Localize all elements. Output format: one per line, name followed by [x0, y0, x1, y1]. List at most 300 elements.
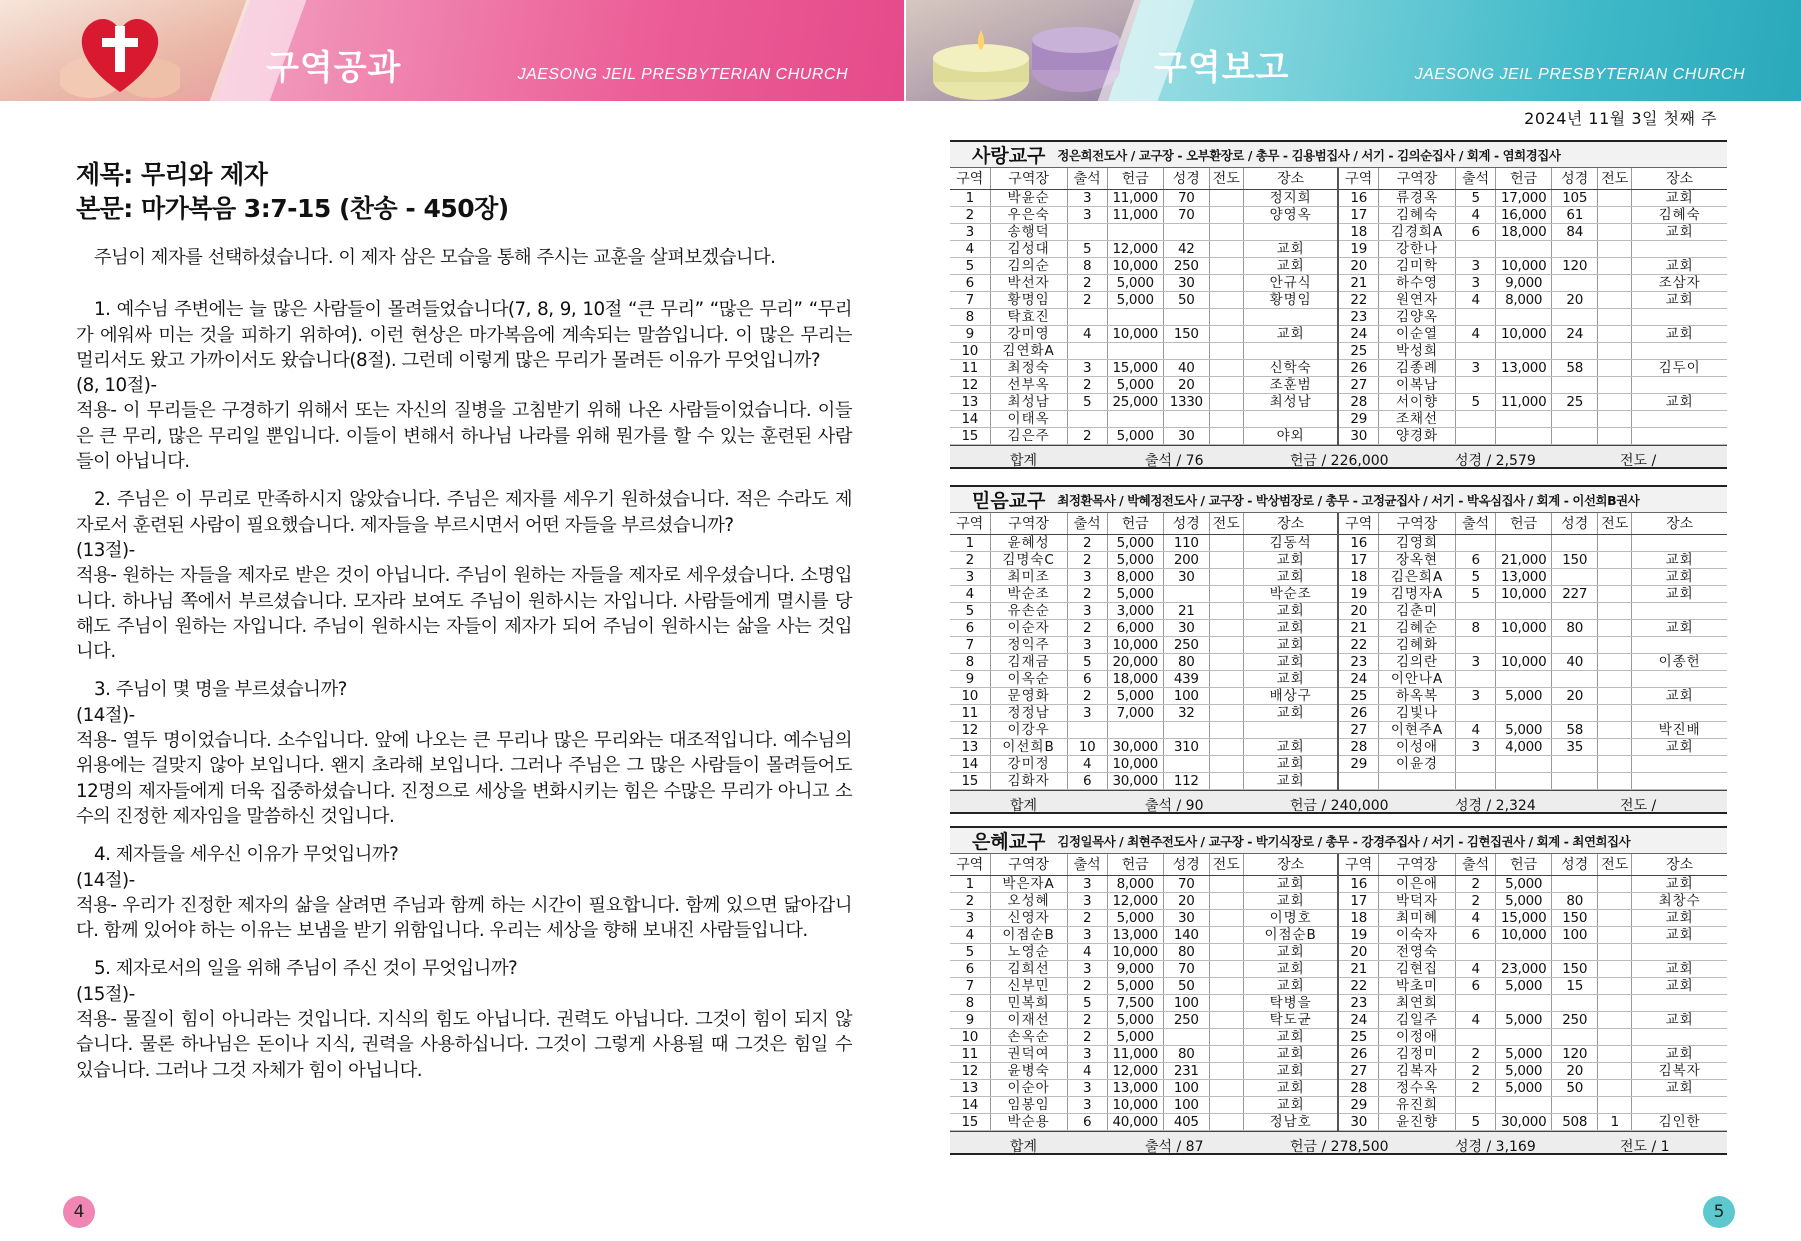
table-cell: 12,000 — [1107, 1062, 1163, 1079]
district-header — [950, 140, 1727, 168]
table-cell — [1209, 875, 1243, 892]
table-cell — [1163, 342, 1209, 359]
table-cell: 교회 — [1632, 1011, 1727, 1028]
table-cell: 28 — [1338, 738, 1378, 755]
table-cell: 112 — [1163, 772, 1209, 789]
table-row — [950, 206, 1727, 223]
column-header: 장소 — [1243, 854, 1338, 875]
table-cell: 21 — [1338, 960, 1378, 977]
table-row — [950, 308, 1727, 325]
table-cell: 최미혜 — [1378, 909, 1455, 926]
table-cell: 이태옥 — [990, 410, 1067, 427]
table-cell: 3 — [1067, 189, 1107, 206]
lesson-question-2-ref: (13절)- — [76, 539, 135, 561]
table-row — [950, 892, 1727, 909]
table-cell: 5 — [1456, 1113, 1496, 1130]
table-cell: 29 — [1338, 755, 1378, 772]
table-cell: 18 — [1338, 568, 1378, 585]
table-cell: 11,000 — [1496, 393, 1552, 410]
table-cell: 6 — [1456, 223, 1496, 240]
table-row — [950, 721, 1727, 738]
table-cell — [1496, 670, 1552, 687]
table-cell: 70 — [1163, 189, 1209, 206]
table-cell: 6,000 — [1107, 619, 1163, 636]
table-cell: 교회 — [1243, 257, 1338, 274]
table-row — [950, 223, 1727, 240]
table-cell — [1209, 960, 1243, 977]
total-bible: 성경 / 2,579 — [1455, 452, 1536, 469]
table-cell: 13 — [950, 1079, 990, 1096]
table-cell — [1209, 602, 1243, 619]
table-cell: 100 — [1163, 1096, 1209, 1113]
table-cell: 3 — [1067, 568, 1107, 585]
table-cell — [1598, 772, 1632, 789]
table-cell: 양영옥 — [1243, 206, 1338, 223]
table-cell: 110 — [1163, 534, 1209, 551]
table-cell: 최연희 — [1378, 994, 1455, 1011]
table-cell: 25 — [1338, 342, 1378, 359]
total-bible: 성경 / 3,169 — [1455, 1138, 1536, 1155]
table-cell: 김의란 — [1378, 653, 1455, 670]
table-cell: 12,000 — [1107, 240, 1163, 257]
table-cell — [1598, 738, 1632, 755]
table-cell — [1552, 1028, 1598, 1045]
table-row — [950, 342, 1727, 359]
table-cell: 교회 — [1243, 1096, 1338, 1113]
table-cell: 9,000 — [1496, 274, 1552, 291]
table-cell: 5,000 — [1496, 721, 1552, 738]
table-cell: 25 — [1552, 393, 1598, 410]
table-cell: 4 — [1067, 1062, 1107, 1079]
table-cell: 3 — [1456, 359, 1496, 376]
district-header — [950, 826, 1727, 854]
table-cell: 20 — [1552, 687, 1598, 704]
total-evangelism: 전도 / — [1620, 797, 1657, 814]
table-cell — [1243, 721, 1338, 738]
table-cell — [1496, 1028, 1552, 1045]
lesson-question-4-ref: (14절)- — [76, 869, 135, 891]
table-cell: 오성혜 — [990, 892, 1067, 909]
table-cell — [1209, 342, 1243, 359]
table-cell: 송행덕 — [990, 223, 1067, 240]
lesson-body — [76, 245, 852, 1083]
table-cell: 25,000 — [1107, 393, 1163, 410]
table-cell: 24 — [1338, 325, 1378, 342]
right-banner-subtitle: JAESONG JEIL PRESBYTERIAN CHURCH — [1414, 66, 1745, 83]
table-cell: 김미학 — [1378, 257, 1455, 274]
table-cell — [1163, 585, 1209, 602]
table-cell: 20 — [1552, 1062, 1598, 1079]
table-cell — [1496, 772, 1552, 789]
table-cell: 김영희 — [1378, 534, 1455, 551]
table-cell: 150 — [1552, 960, 1598, 977]
table-cell: 40 — [1163, 359, 1209, 376]
table-cell: 5 — [1067, 994, 1107, 1011]
table-cell: 16 — [1338, 875, 1378, 892]
table-cell: 이명호 — [1243, 909, 1338, 926]
table-cell — [1598, 240, 1632, 257]
table-cell: 4 — [950, 585, 990, 602]
table-cell: 16 — [1338, 534, 1378, 551]
table-cell: 교회 — [1632, 619, 1727, 636]
table-cell: 17,000 — [1496, 189, 1552, 206]
table-cell: 22 — [1338, 291, 1378, 308]
table-cell — [1552, 534, 1598, 551]
table-cell: 최성남 — [1243, 393, 1338, 410]
table-cell: 24 — [1338, 1011, 1378, 1028]
table-cell: 80 — [1163, 1045, 1209, 1062]
table-cell — [1552, 875, 1598, 892]
table-cell: 100 — [1163, 994, 1209, 1011]
table-cell: 박초미 — [1378, 977, 1455, 994]
table-cell: 정정남 — [990, 704, 1067, 721]
table-cell: 58 — [1552, 721, 1598, 738]
table-cell: 3 — [1067, 359, 1107, 376]
table-cell: 5 — [1067, 393, 1107, 410]
table-cell: 4 — [1067, 755, 1107, 772]
table-cell — [1163, 308, 1209, 325]
table-cell — [1067, 721, 1107, 738]
table-cell — [1209, 376, 1243, 393]
table-cell — [1598, 1011, 1632, 1028]
table-cell: 8 — [1456, 619, 1496, 636]
table-cell: 박덕자 — [1378, 892, 1455, 909]
table-cell: 5 — [950, 257, 990, 274]
table-cell — [1598, 568, 1632, 585]
table-cell: 안규식 — [1243, 274, 1338, 291]
district-staff: 최정환목사 / 박혜정전도사 / 교구장 - 박상범장로 / 총무 - 고정균집사 / 서기 - 박옥심집사 / 회계 - 이선희B권사 — [1057, 492, 1640, 508]
table-cell: 이강우 — [990, 721, 1067, 738]
table-cell: 김복자 — [1378, 1062, 1455, 1079]
table-cell: 61 — [1552, 206, 1598, 223]
table-cell — [1632, 704, 1727, 721]
table-cell: 정수옥 — [1378, 1079, 1455, 1096]
table-cell — [1209, 585, 1243, 602]
table-cell: 10 — [1067, 738, 1107, 755]
table-cell: 권덕여 — [990, 1045, 1067, 1062]
table-row — [950, 427, 1727, 444]
table-cell — [1456, 772, 1496, 789]
table-cell: 27 — [1338, 721, 1378, 738]
table-cell: 8,000 — [1107, 568, 1163, 585]
table-cell: 김정미 — [1378, 1045, 1455, 1062]
table-cell: 8 — [950, 653, 990, 670]
table-cell: 5 — [1456, 568, 1496, 585]
column-header: 출석 — [1456, 168, 1496, 189]
table-cell: 이종헌 — [1632, 653, 1727, 670]
table-row — [950, 274, 1727, 291]
table-cell: 교회 — [1243, 875, 1338, 892]
table-cell: 박순조 — [990, 585, 1067, 602]
table-cell — [1107, 721, 1163, 738]
table-cell: 10,000 — [1107, 325, 1163, 342]
table-cell — [1209, 687, 1243, 704]
table-cell: 6 — [950, 960, 990, 977]
table-cell: 5 — [1456, 189, 1496, 206]
table-row — [950, 755, 1727, 772]
table-cell: 교회 — [1632, 257, 1727, 274]
table-cell: 8 — [950, 994, 990, 1011]
table-cell — [1632, 1028, 1727, 1045]
table-cell: 40,000 — [1107, 1113, 1163, 1130]
column-header: 전도 — [1598, 854, 1632, 875]
table-cell: 김혜숙 — [1378, 206, 1455, 223]
table-cell: 150 — [1552, 551, 1598, 568]
table-cell: 3 — [1067, 960, 1107, 977]
table-cell: 5 — [950, 943, 990, 960]
table-cell: 하옥복 — [1378, 687, 1455, 704]
table-cell: 30 — [1163, 568, 1209, 585]
table-cell — [1209, 274, 1243, 291]
column-header: 헌금 — [1107, 513, 1163, 534]
column-header: 장소 — [1243, 513, 1338, 534]
table-cell: 8 — [1067, 257, 1107, 274]
table-cell — [1209, 223, 1243, 240]
table-cell: 최창수 — [1632, 892, 1727, 909]
table-cell: 2 — [1067, 909, 1107, 926]
table-cell: 전영숙 — [1378, 943, 1455, 960]
table-row — [950, 977, 1727, 994]
table-cell: 이복남 — [1378, 376, 1455, 393]
table-cell — [1598, 909, 1632, 926]
table-cell — [1598, 875, 1632, 892]
table-cell — [1456, 240, 1496, 257]
table-cell: 조훈범 — [1243, 376, 1338, 393]
table-cell: 5,000 — [1107, 274, 1163, 291]
table-cell: 원연자 — [1378, 291, 1455, 308]
total-attendance: 출석 / 90 — [1145, 797, 1204, 814]
table-cell: 양경화 — [1378, 427, 1455, 444]
table-row — [950, 1062, 1727, 1079]
table-cell — [1598, 393, 1632, 410]
table-cell: 장옥현 — [1378, 551, 1455, 568]
table-cell: 3,000 — [1107, 602, 1163, 619]
table-cell — [1209, 619, 1243, 636]
table-cell: 25 — [1338, 1028, 1378, 1045]
table-cell — [1456, 427, 1496, 444]
table-cell: 15 — [950, 427, 990, 444]
table-cell: 4 — [1067, 325, 1107, 342]
column-header: 구역 — [1338, 513, 1378, 534]
table-cell: 26 — [1338, 1045, 1378, 1062]
table-cell: 교회 — [1243, 653, 1338, 670]
table-cell: 10,000 — [1107, 636, 1163, 653]
table-cell — [1632, 602, 1727, 619]
table-cell: 교회 — [1632, 585, 1727, 602]
table-cell: 30 — [1163, 619, 1209, 636]
table-cell: 교회 — [1632, 189, 1727, 206]
table-cell — [1598, 1028, 1632, 1045]
table-cell: 김일주 — [1378, 1011, 1455, 1028]
table-cell — [1209, 994, 1243, 1011]
table-cell — [1598, 376, 1632, 393]
table-cell — [1552, 427, 1598, 444]
table-cell: 23,000 — [1496, 960, 1552, 977]
table-cell: 5,000 — [1107, 551, 1163, 568]
table-row — [950, 636, 1727, 653]
table-cell: 26 — [1338, 704, 1378, 721]
table-cell — [1456, 943, 1496, 960]
table-cell — [1598, 721, 1632, 738]
table-cell: 10,000 — [1107, 755, 1163, 772]
table-cell: 10,000 — [1496, 619, 1552, 636]
column-header: 성경 — [1552, 168, 1598, 189]
table-cell: 227 — [1552, 585, 1598, 602]
table-cell: 강미정 — [990, 755, 1067, 772]
table-cell: 10 — [950, 342, 990, 359]
table-cell — [1067, 223, 1107, 240]
table-cell — [1496, 410, 1552, 427]
column-header: 구역장 — [1378, 854, 1455, 875]
column-header: 전도 — [1598, 168, 1632, 189]
table-cell: 18,000 — [1496, 223, 1552, 240]
table-cell: 2 — [1067, 551, 1107, 568]
district-table — [950, 513, 1727, 790]
total-offering: 헌금 / 278,500 — [1290, 1138, 1389, 1155]
table-cell: 12 — [950, 721, 990, 738]
table-cell: 4 — [1456, 291, 1496, 308]
table-row — [950, 189, 1727, 206]
table-cell: 58 — [1552, 359, 1598, 376]
table-cell: 231 — [1163, 1062, 1209, 1079]
lesson-answer-1: 적용- 이 무리들은 구경하기 위해서 또는 자신의 질병을 고침받기 위해 나온 사람들이었습니다. 이들은 큰 무리, 많은 무리일 뿐입니다. 이들이 변해서 하나님 나라를 위해 뭔가를 할 수 있는 훈련된 사람들이 아닙니다. — [76, 400, 852, 473]
table-cell: 20 — [1338, 257, 1378, 274]
table-cell: 김희선 — [990, 960, 1067, 977]
table-cell: 5,000 — [1107, 534, 1163, 551]
table-cell: 7,000 — [1107, 704, 1163, 721]
table-cell — [1598, 551, 1632, 568]
table-cell: 이순아 — [990, 1079, 1067, 1096]
table-cell: 1 — [950, 875, 990, 892]
table-cell: 선부옥 — [990, 376, 1067, 393]
total-bible: 성경 / 2,324 — [1455, 797, 1536, 814]
table-cell — [1209, 1079, 1243, 1096]
table-cell — [1598, 602, 1632, 619]
table-cell: 6 — [1067, 772, 1107, 789]
table-cell: 100 — [1552, 926, 1598, 943]
table-cell: 140 — [1163, 926, 1209, 943]
table-cell: 교회 — [1243, 619, 1338, 636]
table-header-row — [950, 168, 1727, 189]
table-cell: 김빛나 — [1378, 704, 1455, 721]
table-cell — [1632, 755, 1727, 772]
table-cell: 노영순 — [990, 943, 1067, 960]
table-cell: 5,000 — [1107, 977, 1163, 994]
table-cell: 2 — [1067, 619, 1107, 636]
table-cell: 김현집 — [1378, 960, 1455, 977]
table-cell: 2 — [1456, 1062, 1496, 1079]
table-cell — [1496, 308, 1552, 325]
table-cell — [1552, 602, 1598, 619]
right-banner — [906, 0, 1801, 101]
table-cell — [1496, 704, 1552, 721]
table-cell: 교회 — [1243, 551, 1338, 568]
table-cell: 윤혜성 — [990, 534, 1067, 551]
table-cell — [1598, 308, 1632, 325]
table-cell: 11,000 — [1107, 189, 1163, 206]
table-cell: 4 — [1456, 206, 1496, 223]
table-cell: 16,000 — [1496, 206, 1552, 223]
table-cell: 교회 — [1632, 1045, 1727, 1062]
table-cell: 2 — [1067, 376, 1107, 393]
table-cell: 이재선 — [990, 1011, 1067, 1028]
table-cell: 35 — [1552, 738, 1598, 755]
table-cell: 15 — [950, 1113, 990, 1130]
table-cell — [1632, 943, 1727, 960]
table-cell: 42 — [1163, 240, 1209, 257]
table-cell: 100 — [1163, 1079, 1209, 1096]
total-attendance: 출석 / 76 — [1145, 452, 1204, 469]
district-total-row — [950, 790, 1727, 814]
table-cell: 310 — [1163, 738, 1209, 755]
table-cell — [1552, 308, 1598, 325]
table-cell — [1598, 755, 1632, 772]
table-cell — [1598, 325, 1632, 342]
district-name: 믿음교구 — [972, 490, 1046, 512]
column-header: 장소 — [1632, 513, 1727, 534]
total-label: 합계 — [1010, 452, 1038, 469]
table-cell: 교회 — [1243, 1079, 1338, 1096]
table-cell: 70 — [1163, 960, 1209, 977]
table-cell — [1456, 602, 1496, 619]
table-cell: 교회 — [1632, 1079, 1727, 1096]
lesson-intro: 주님이 제자를 선택하셨습니다. 이 제자 삼은 모습을 통해 주시는 교훈을 살펴보겠습니다. — [94, 247, 776, 268]
table-cell: 교회 — [1243, 636, 1338, 653]
table-cell: 11,000 — [1107, 1045, 1163, 1062]
column-header: 장소 — [1243, 168, 1338, 189]
table-cell: 5,000 — [1107, 291, 1163, 308]
table-cell: 11,000 — [1107, 206, 1163, 223]
table-cell: 김복자 — [1632, 1062, 1727, 1079]
table-row — [950, 534, 1727, 551]
table-cell: 13,000 — [1107, 1079, 1163, 1096]
table-cell: 10 — [950, 1028, 990, 1045]
table-cell: 5,000 — [1107, 376, 1163, 393]
table-cell — [1598, 274, 1632, 291]
table-cell: 13 — [950, 393, 990, 410]
table-cell: 6 — [1456, 977, 1496, 994]
table-cell: 교회 — [1243, 755, 1338, 772]
table-cell: 80 — [1552, 892, 1598, 909]
total-evangelism: 전도 / 1 — [1620, 1138, 1670, 1155]
table-cell — [1598, 534, 1632, 551]
table-cell: 15 — [1552, 977, 1598, 994]
table-cell: 5,000 — [1107, 909, 1163, 926]
table-row — [950, 619, 1727, 636]
table-cell: 3 — [1067, 636, 1107, 653]
table-cell: 11 — [950, 704, 990, 721]
table-cell: 15,000 — [1496, 909, 1552, 926]
column-header: 전도 — [1598, 513, 1632, 534]
table-cell: 교회 — [1243, 325, 1338, 342]
table-cell — [1209, 943, 1243, 960]
table-cell: 3 — [1067, 704, 1107, 721]
table-cell — [1209, 1045, 1243, 1062]
table-cell: 3 — [1456, 653, 1496, 670]
table-cell: 18,000 — [1107, 670, 1163, 687]
table-cell: 12 — [950, 1062, 990, 1079]
table-cell: 교회 — [1243, 670, 1338, 687]
table-cell: 이순자 — [990, 619, 1067, 636]
table-cell: 9 — [950, 325, 990, 342]
table-cell: 임봉임 — [990, 1096, 1067, 1113]
lesson-question-5: 5. 제자로서의 일을 위해 주님이 주신 것이 무엇입니까? — [94, 958, 518, 980]
table-cell — [1209, 291, 1243, 308]
table-cell: 13,000 — [1496, 359, 1552, 376]
table-row — [950, 1079, 1727, 1096]
table-cell: 2 — [950, 551, 990, 568]
table-cell: 김두이 — [1632, 359, 1727, 376]
